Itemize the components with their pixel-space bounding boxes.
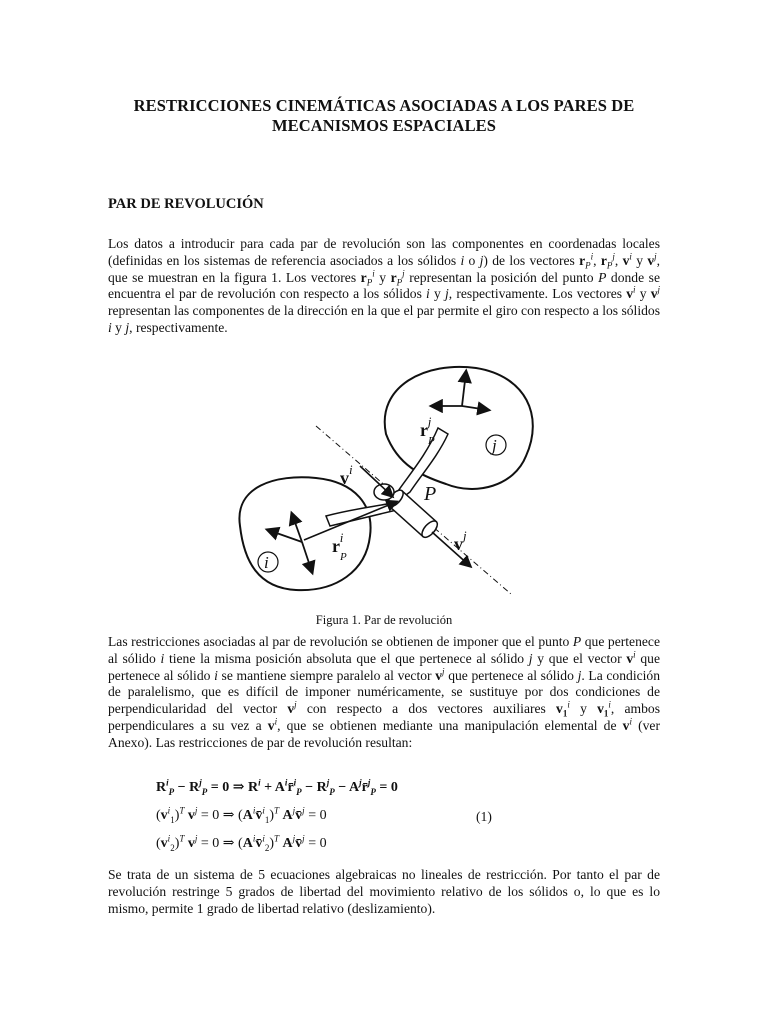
paragraph-restrictions: Las restricciones asociadas al par de revolución se obtienen de imponer que el punto P que pertenece al sólido i tiene la misma posición absoluta que el que pertenece al sólido j y que el vector $v^i$ que pertenece al sólido i se mantiene siempre paralelo al vector $v^j$ que pertenece al sólido j. La condición de paralelismo, que es difícil de imponer numéricamente, se sustituye por dos condiciones de perpendicularidad del vector $v^j$ con respecto a dos vectores auxiliares $v_1^i$ y $v_1^i$, ambos perpendiculares a su vez a $v^i$, que se obtienen mediante una manipulación elemental de $v^i$ (ver Anexo). Las restricciones de par de revolución resultan: — [108, 634, 661, 750]
body-j-outline — [385, 367, 533, 489]
revolute-pair-figure — [226, 356, 542, 606]
equation-2: $(v^i_1)^T$ $v^j = 0$ ⇒ $(A^iv̄^i_1)^T$ $A^jv̄^j = 0$ — [156, 805, 327, 825]
label-rPi: $r_Pi$ — [332, 530, 347, 563]
title-line-1: RESTRICCIONES CINEMÁTICAS ASOCIADAS A LOS PARES DE — [133, 96, 635, 115]
equation-number: (1) — [476, 809, 492, 824]
sleeve-ring — [374, 484, 394, 500]
section-heading: PAR DE REVOLUCIÓN — [108, 196, 264, 212]
figure-caption: Figura 1. Par de revolución — [315, 613, 453, 627]
equation-block — [156, 777, 666, 857]
paragraph-intro: Los datos a introducir para cada par de revolución son las componentes en coordenadas locales (definidas en los sistemas de referencia asociados a los sólidos i o j) de los vectores $r_P^i$, $r_P^j$, $v^i$ y $v^j$, que se muestran en la figura 1. Los vectores $r_P^i$ y $r_P^j$ representan la posición del punto P donde se encuentra el par de revolución con respecto a los sólidos i y j, respectivamente. Los vectores $v^i$ y $v^j$ representan las componentes de la dirección en la que el par permite el giro con respecto a los sólidos i y j, respectivamente. — [108, 236, 661, 335]
label-vi: $v^i$ — [340, 462, 353, 488]
label-vj: $v^j$ — [454, 528, 467, 554]
equation-3: $(v^i_2)^T$ $v^j = 0$ ⇒ $(A^iv̄^i_2)^T$ $A^jv̄^j = 0$ — [156, 833, 327, 853]
label-body-i: i — [264, 553, 269, 572]
title-line-2: MECANISMOS ESPACIALES — [271, 116, 497, 135]
label-rPj: $r_Pj$ — [420, 414, 435, 447]
paragraph-conclusion: Se trata de un sistema de 5 ecuaciones algebraicas no lineales de restricción. Por tanto el par de revolución restringe 5 grados de libertad del movimiento relativo de los sólidos o, lo que es lo mismo, permite 1 grado de libertad relativo (deslizamiento). — [108, 867, 660, 916]
label-body-j: j — [492, 436, 497, 455]
label-point-P: P — [424, 483, 437, 505]
document-title — [60, 96, 708, 136]
equation-1: $R^i_P - R^j_P = 0$ ⇒ $R^i$ + $A^ir̄^i_P - R^j_P$ − $A^jr̄^j_P = 0$ — [156, 777, 398, 797]
body-i-outline — [239, 477, 370, 590]
